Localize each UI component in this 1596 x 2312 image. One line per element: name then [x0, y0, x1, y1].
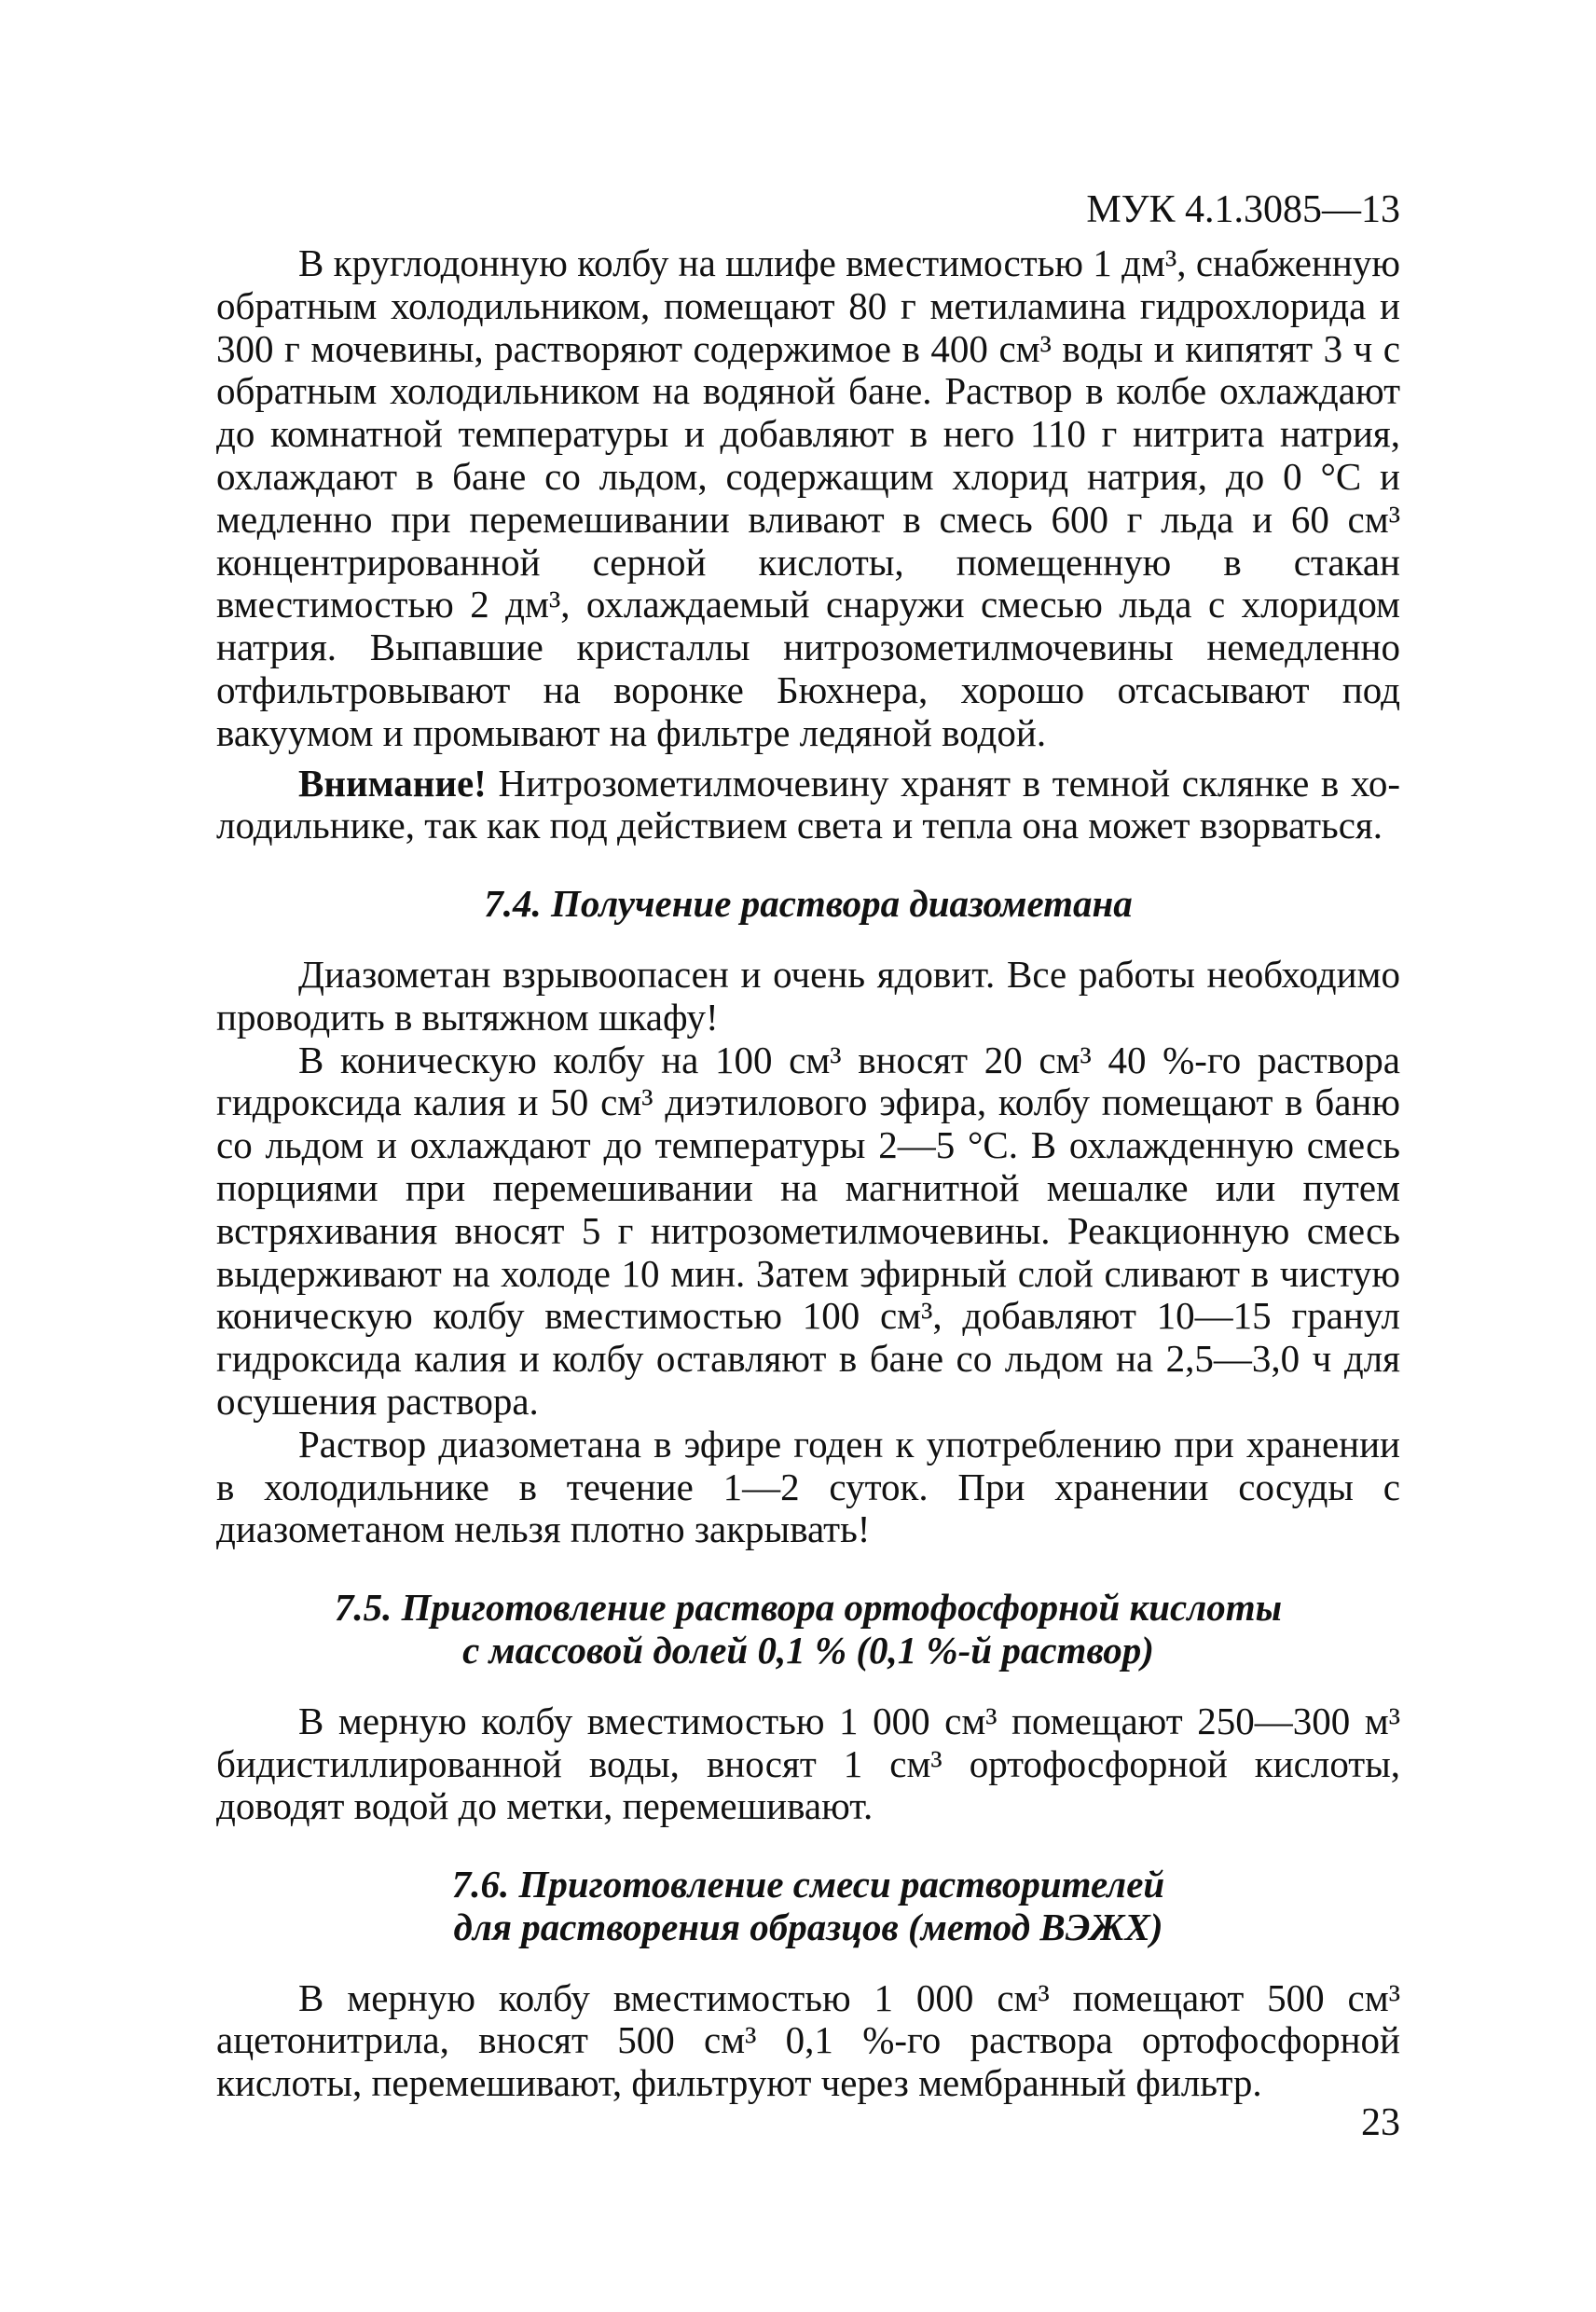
- section-7-5-title-line-2: с массовой долей 0,1 % (0,1 %-й раствор): [462, 1628, 1154, 1672]
- section-7-6-title-line-2: для растворения образцов (метод ВЭЖХ): [453, 1905, 1163, 1948]
- section-7-4-paragraph-2: В коническую колбу на 100 см³ вносят 20 см³ 40 %-го раствора гидроксида калия и 50 см³ диэтилового эфира, колбу помещают в баню со льдом и охлаждают до температуры 2—5 °С. В охлажденную смесь порциями при перемешивании на магнитной мешалке или путем встряхивания вносят 5 г нитрозометилмочевины. Реакционную смесь выдерживают на холоде 10 мин. Затем эфирный слой сливают в чистую коническую колбу вместимостью 100 см³, добавляют 10—15 гранул гидроксида калия и колбу оставляют в бане со льдом на 2,5—3,0 ч для осушения раствора.: [216, 1038, 1400, 1423]
- paragraph-warning: [216, 763, 1400, 848]
- section-7-4-paragraph-1: Диазометан взрывоопасен и очень ядовит. Все работы необходимо проводить в вытяжном шкафу!: [216, 952, 1400, 1039]
- document-header: МУК 4.1.3085—13: [1086, 188, 1400, 231]
- section-7-4-title: [216, 883, 1400, 926]
- section-7-4-paragraph-3: Раствор диазометана в эфире годен к употреблению при хранении в холодильнике в течение 1—2 суток. При хранении сосуды с диазометаном нельзя плотно закрывать!: [216, 1422, 1400, 1551]
- section-7-6-title: [216, 1864, 1400, 1949]
- section-7-5-paragraph-1: В мерную колбу вместимостью 1 000 см³ помещают 250—300 м³ бидистиллированной воды, вносят 1 см³ ортофосфорной кислоты, доводят водой до метки, перемешивают.: [216, 1699, 1400, 1828]
- paragraph-synthesis: В круглодонную колбу на шлифе вместимостью 1 дм³, снабженную обратным холодильником, помещают 80 г метиламина гидрохлорида и 300 г мочевины, растворяют содержимое в 400 см³ воды и кипятят 3 ч с обратным холодильником на водяной бане. Раствор в колбе охлаждают до комнатной температуры и добавляют в него 110 г нитрита натрия, охлаждают в бане со льдом, содержащим хлорид натрия, до 0 °С и медленно при перемешивании вливают в смесь 600 г льда и 60 см³ концентрированной серной кислоты, помещенную в стакан вместимостью 2 дм³, охлаждаемый снаружи смесью льда с хлоридом натрия. Выпавшие кристаллы нитрозометилмочевины немедленно отфильтровывают на воронке Бюхнера, хорошо отсасывают под вакуумом и промывают на фильтре ледяной водой.: [216, 241, 1400, 754]
- section-7-5-title: [216, 1587, 1400, 1672]
- warning-label: Внимание!: [298, 761, 487, 805]
- warning-text: Нитрозометилмочевину хранят в темной склянке в холодильнике, так как под действием света и тепла она может взорваться.: [216, 761, 1400, 847]
- document-page: [216, 186, 1400, 2105]
- section-7-5-title-line-1: 7.5. Приготовление раствора ортофосфорной кислоты: [334, 1586, 1283, 1630]
- section-7-6-title-line-1: 7.6. Приготовление смеси растворителей: [451, 1863, 1165, 1906]
- section-7-4-title-text: 7.4. Получение раствора диазометана: [484, 882, 1133, 926]
- page-number: 23: [1361, 2101, 1400, 2144]
- section-7-6-paragraph-1: В мерную колбу вместимостью 1 000 см³ помещают 500 см³ ацетонитрила, вносят 500 см³ 0,1 %-го раствора ортофосфорной кислоты, перемешивают, фильтруют через мембранный фильтр.: [216, 1975, 1400, 2105]
